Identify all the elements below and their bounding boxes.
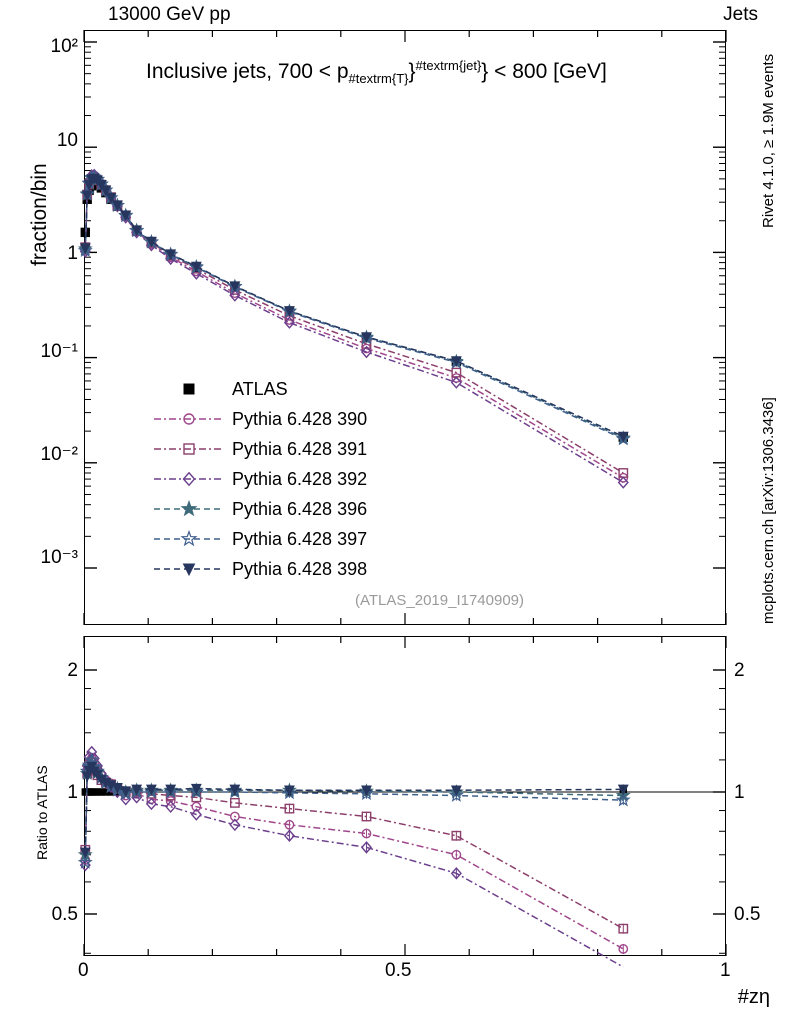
series-pythia-6-428-390: [81, 172, 627, 953]
legend-label: Pythia 6.428 390: [232, 408, 368, 429]
legend-label: Pythia 6.428 398: [232, 558, 368, 579]
main-y-axis-title: fraction/bin: [28, 163, 51, 266]
rivet-version-label: Rivet 4.1.0, ≥ 1.9M events: [760, 53, 777, 228]
main-y-tick-3: 1: [67, 243, 78, 264]
legend-label: Pythia 6.428 392: [232, 468, 368, 489]
x-tick-0: 0: [78, 960, 89, 981]
legend-label: ATLAS: [232, 378, 288, 399]
main-y-tick-1: 10²: [50, 36, 78, 57]
plot-title-suffix: } < 800 [GeV]: [481, 60, 607, 83]
main-y-tick-2: 10: [56, 130, 78, 151]
ratio-y-tick-right-2: 1: [734, 782, 745, 803]
ratio-y-axis-title: Ratio to ATLAS: [34, 765, 50, 860]
series-pythia-6-428-397: [79, 171, 629, 867]
header-right-label: Jets: [723, 4, 758, 25]
plot-title-prefix: Inclusive jets, 700 < p: [146, 60, 349, 83]
x-axis-title: #zη: [737, 986, 770, 1008]
plot-title-sup: #textrm{jet}: [415, 58, 482, 73]
legend-label: Pythia 6.428 391: [232, 438, 368, 459]
series-pythia-6-428-392: [81, 170, 628, 967]
plot-title-sub: #textrm{T}: [348, 71, 409, 87]
x-tick-1: 0.5: [385, 960, 412, 981]
mcplots-reference-label: mcplots.cern.ch [arXiv:1306.3436]: [760, 397, 777, 624]
ratio-y-tick-left-2: 1: [67, 782, 78, 803]
legend-label: Pythia 6.428 397: [232, 528, 368, 549]
x-tick-2: 1: [720, 960, 731, 981]
error-bars: [289, 784, 623, 954]
ratio-y-tick-left-3: 0.5: [51, 904, 78, 925]
main-y-tick-6: 10⁻³: [40, 547, 78, 568]
main-y-tick-4: 10⁻¹: [40, 341, 78, 362]
header-left-label: 13000 GeV pp: [108, 4, 231, 25]
series-pythia-6-428-391: [81, 174, 627, 933]
series-pythia-6-428-396: [79, 171, 629, 859]
analysis-id-watermark: (ATLAS_2019_I1740909): [355, 592, 525, 609]
ratio-y-tick-left-1: 2: [67, 660, 78, 681]
legend-label: Pythia 6.428 396: [232, 498, 368, 519]
series-atlas: [81, 179, 627, 795]
ratio-y-tick-right-1: 2: [734, 660, 745, 681]
main-y-tick-5: 10⁻²: [40, 444, 78, 465]
ratio-y-tick-right-3: 0.5: [734, 904, 761, 925]
plot-title-brace: }: [408, 60, 416, 83]
series-pythia-6-428-398: [81, 174, 628, 857]
